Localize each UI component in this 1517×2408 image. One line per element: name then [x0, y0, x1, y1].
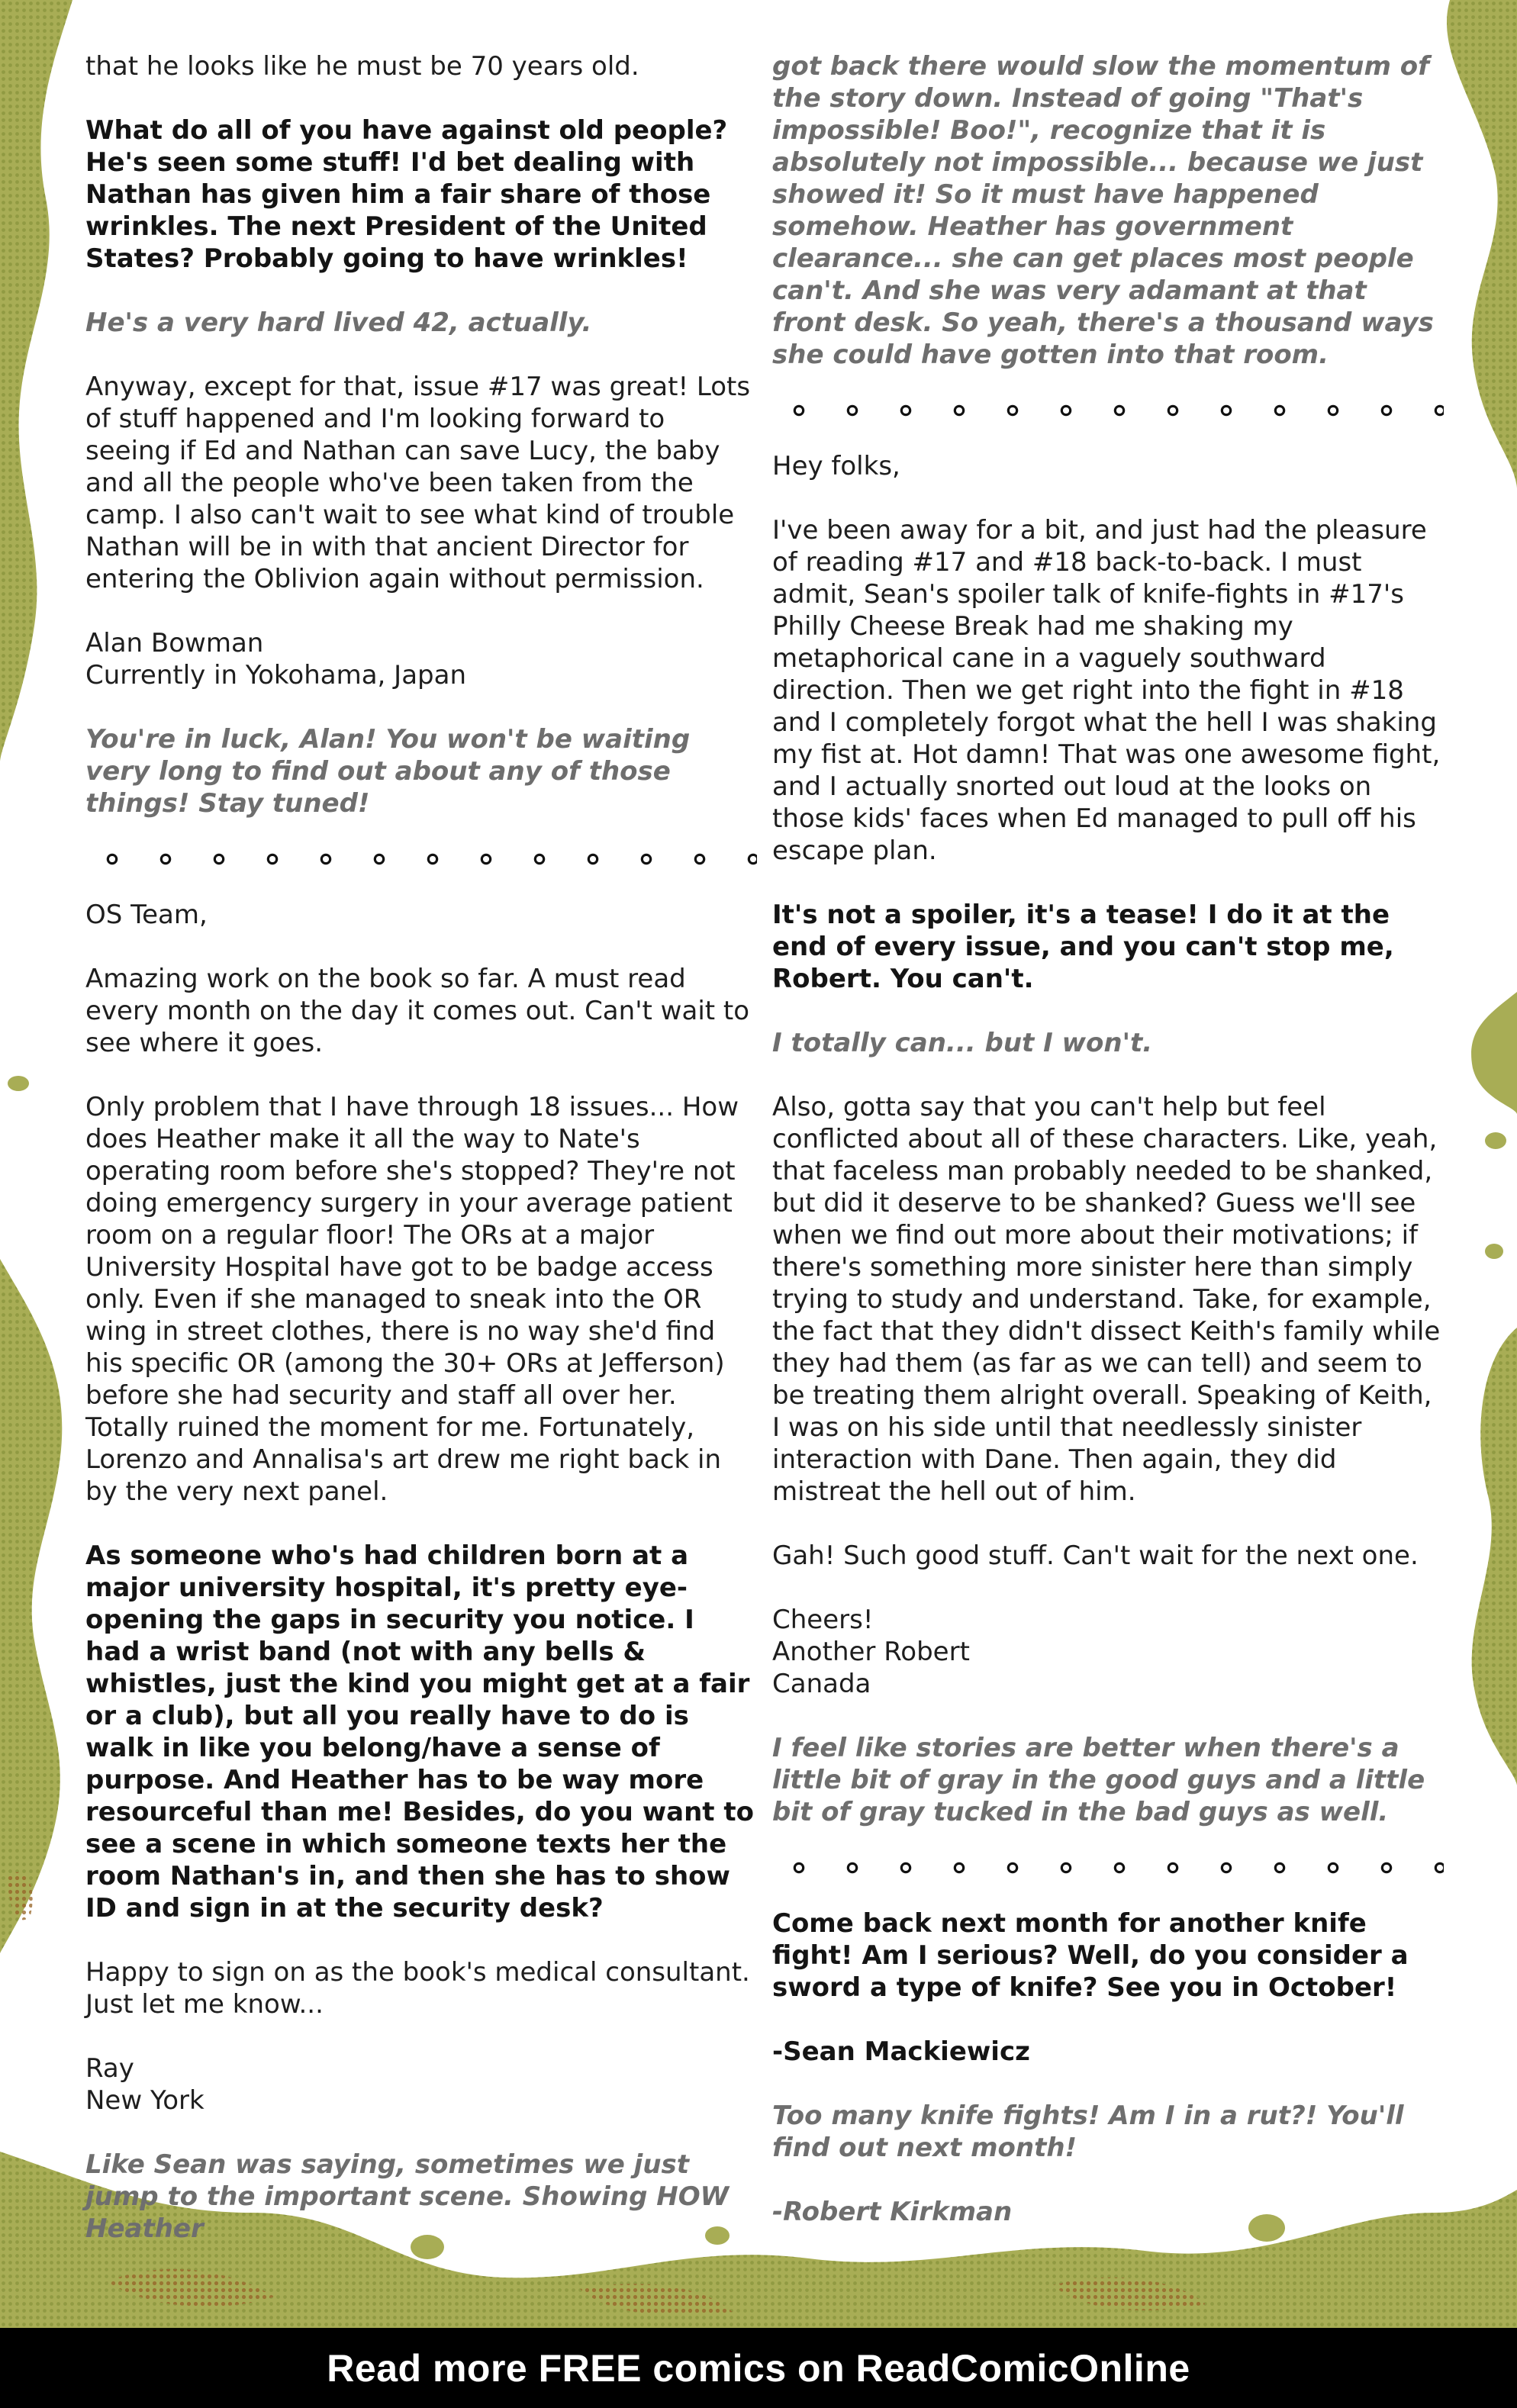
- reader-letter-paragraph: that he looks like he must be 70 years old.: [85, 51, 639, 82]
- robert-reply-paragraph: I totally can... but I won't.: [772, 1028, 1153, 1058]
- section-divider: [772, 1860, 1444, 1875]
- robert-reply-paragraph: -Robert Kirkman: [772, 2197, 1013, 2227]
- reader-letter-paragraph: Amazing work on the book so far. A must read every month on the day it comes out. Can't wait to see where it goes.: [85, 964, 750, 1058]
- section-divider: [772, 403, 1444, 418]
- letters-column-left: [85, 50, 757, 2277]
- promo-banner[interactable]: [0, 2328, 1517, 2408]
- reader-letter-paragraph: Anyway, except for that, issue #17 was great! Lots of stuff happened and I'm looking forward to seeing if Ed and Nathan can save Lucy, the baby and all the people who've been taken from the camp. I also can't wait to see what kind of trouble Nathan will be in with that ancient Director for entering the Oblivion again without permission.: [85, 372, 751, 594]
- sean-reply-paragraph: It's not a spoiler, it's a tease! I do it at the end of every issue, and you can't stop me, Robert. You can't.: [772, 900, 1394, 994]
- section-divider: [85, 851, 757, 867]
- robert-reply-paragraph: He's a very hard lived 42, actually.: [85, 307, 592, 338]
- sean-reply-paragraph: What do all of you have against old people? He's seen some stuff! I'd bet dealing with Nathan has given him a fair share of those wrinkles. The next President of the United States? Probably going to have wrinkles!: [85, 115, 728, 274]
- robert-reply-paragraph: Like Sean was saying, sometimes we just jump to the important scene. Showing HOW Heather: [85, 2149, 730, 2244]
- reader-letter-paragraph: Alan Bowman Currently in Yokohama, Japan: [85, 628, 466, 691]
- letters-column-right: [772, 50, 1444, 2260]
- reader-letter-paragraph: Happy to sign on as the book's medical consultant. Just let me know...: [85, 1957, 750, 2020]
- robert-reply-paragraph: Too many knife fights! Am I in a rut?! You'll find out next month!: [772, 2101, 1404, 2163]
- robert-reply-paragraph: You're in luck, Alan! You won't be waiting very long to find out about any of those things! Stay tuned!: [85, 724, 691, 819]
- promo-banner-text[interactable]: Read more FREE comics on ReadComicOnline: [327, 2346, 1190, 2390]
- sean-reply-paragraph: -Sean Mackiewicz: [772, 2036, 1030, 2067]
- robert-reply-paragraph: got back there would slow the momentum of the story down. Instead of going "That's impossible! Boo!", recognize that it is absolutely not impossible... because we just showed it! So it must have happened somehow. Heather has government clearance... she can get places most people can't. And she was very adamant at that front desk. So yeah, there's a thousand ways she could have gotten into that room.: [772, 51, 1434, 370]
- reader-letter-paragraph: Cheers! Another Robert Canada: [772, 1605, 970, 1699]
- reader-letter-paragraph: Ray New York: [85, 2053, 205, 2116]
- sean-reply-paragraph: As someone who's had children born at a major university hospital, it's pretty eye-opening the gaps in security you notice. I had a wrist band (not with any bells & whistles, just the kind you might get at a fair or a club), but all you really have to do is walk in like you belong/have a sense of purpose. And Heather has to be way more resourceful than me! Besides, do you want to see a scene in which someone texts her the room Nathan's in, and then she has to show ID and sign in at the security desk?: [85, 1540, 754, 1924]
- robert-reply-paragraph: I feel like stories are better when there's a little bit of gray in the good guys and a little bit of gray tucked in the bad guys as well.: [772, 1733, 1425, 1827]
- sean-reply-paragraph: Come back next month for another knife fight! Am I serious? Well, do you consider a sword a type of knife? See you in October!: [772, 1908, 1409, 2003]
- reader-letter-paragraph: Also, gotta say that you can't help but feel conflicted about all of these characters. Like, yeah, that faceless man probably needed to be shanked, but did it deserve to be shanked? Guess we'll see when we find out more about their motivations; if there's something more sinister here than simply trying to study and understand. Take, for example, the fact that they didn't dissect Keith's family while they had them (as far as we can tell) and seem to be treating them alright overall. Speaking of Keith, I was on his side until that needlessly sinister interaction with Dane. Then again, they did mistreat the hell out of him.: [772, 1092, 1441, 1507]
- reader-letter-paragraph: OS Team,: [85, 900, 208, 930]
- reader-letter-paragraph: Gah! Such good stuff. Can't wait for the next one.: [772, 1540, 1419, 1571]
- reader-letter-paragraph: Only problem that I have through 18 issues... How does Heather make it all the way to Nate's operating room before she's stopped? They're not doing emergency surgery in your average patient room on a regular floor! The ORs at a major University Hospital have got to be badge access only. Even if she managed to sneak into the OR wing in street clothes, there is no way she'd find his specific OR (among the 30+ ORs at Jefferson) before she had security and staff all over her. Totally ruined the moment for me. Fortunately, Lorenzo and Annalisa's art drew me right back in by the very next panel.: [85, 1092, 739, 1507]
- reader-letter-paragraph: Hey folks,: [772, 451, 900, 481]
- reader-letter-paragraph: I've been away for a bit, and just had the pleasure of reading #17 and #18 back-to-back. I must admit, Sean's spoiler talk of knife-fights in #17's Philly Cheese Break had me shaking my metaphorical cane in a vaguely southward direction. Then we get right into the fight in #18 and I completely forgot what the hell I was shaking my fist at. Hot damn! That was one awesome fight, and I actually snorted out loud at the looks on those kids' faces when Ed managed to pull off his escape plan.: [772, 515, 1441, 866]
